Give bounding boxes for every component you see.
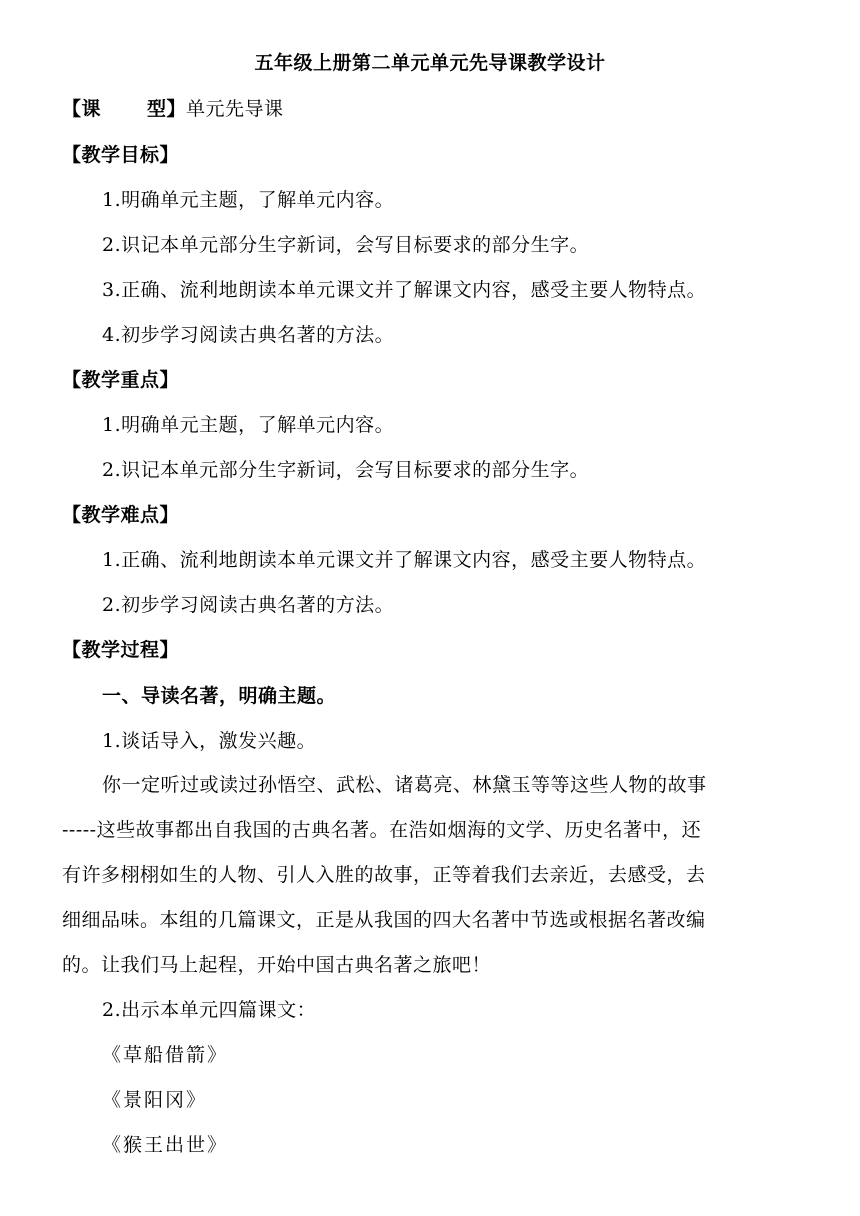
paragraph-line: 的。让我们马上起程，开始中国古典名著之旅吧！ <box>62 954 492 976</box>
difficulty-item: 1.正确、流利地朗读本单元课文并了解课文内容，感受主要人物特点。 <box>102 549 707 571</box>
objectives-heading: 【教学目标】 <box>62 144 180 166</box>
course-type-value: 单元先导课 <box>186 98 284 120</box>
paragraph-line: 有许多栩栩如生的人物、引人入胜的故事，正等着我们去亲近，去感受，去 <box>62 864 706 886</box>
process-section-title: 一、导读名著，明确主题。 <box>102 685 337 707</box>
course-type-label-left: 【课 <box>62 98 102 120</box>
objective-item: 2.识记本单元部分生字新词，会写目标要求的部分生字。 <box>102 234 590 256</box>
key-points-heading: 【教学重点】 <box>62 369 180 391</box>
objective-item: 4.初步学习阅读古典名著的方法。 <box>102 324 395 346</box>
book-title: 《景阳冈》 <box>102 1089 208 1111</box>
paragraph-line: -----这些故事都出自我国的古典名著。在浩如烟海的文学、历史名著中，还 <box>62 819 702 841</box>
paragraph-line: 你一定听过或读过孙悟空、武松、诸葛亮、林黛玉等等这些人物的故事 <box>102 774 707 796</box>
process-step: 1.谈话导入，激发兴趣。 <box>102 730 317 752</box>
course-type-label-right: 型】 <box>147 98 187 120</box>
course-type-line <box>62 96 284 122</box>
key-point-item: 2.识记本单元部分生字新词，会写目标要求的部分生字。 <box>102 459 590 481</box>
book-title: 《草船借箭》 <box>102 1044 229 1066</box>
process-heading: 【教学过程】 <box>62 639 180 661</box>
objective-item: 3.正确、流利地朗读本单元课文并了解课文内容，感受主要人物特点。 <box>102 279 707 301</box>
difficulty-item: 2.初步学习阅读古典名著的方法。 <box>102 594 395 616</box>
paragraph-line: 细细品味。本组的几篇课文，正是从我国的四大名著中节选或根据名著改编 <box>62 909 706 931</box>
objective-item: 1.明确单元主题，了解单元内容。 <box>102 189 395 211</box>
document-title: 五年级上册第二单元单元先导课教学设计 <box>254 52 606 74</box>
book-title: 《猴王出世》 <box>102 1134 229 1156</box>
difficulties-heading: 【教学难点】 <box>62 504 180 526</box>
key-point-item: 1.明确单元主题，了解单元内容。 <box>102 414 395 436</box>
process-step: 2.出示本单元四篇课文： <box>102 999 317 1021</box>
